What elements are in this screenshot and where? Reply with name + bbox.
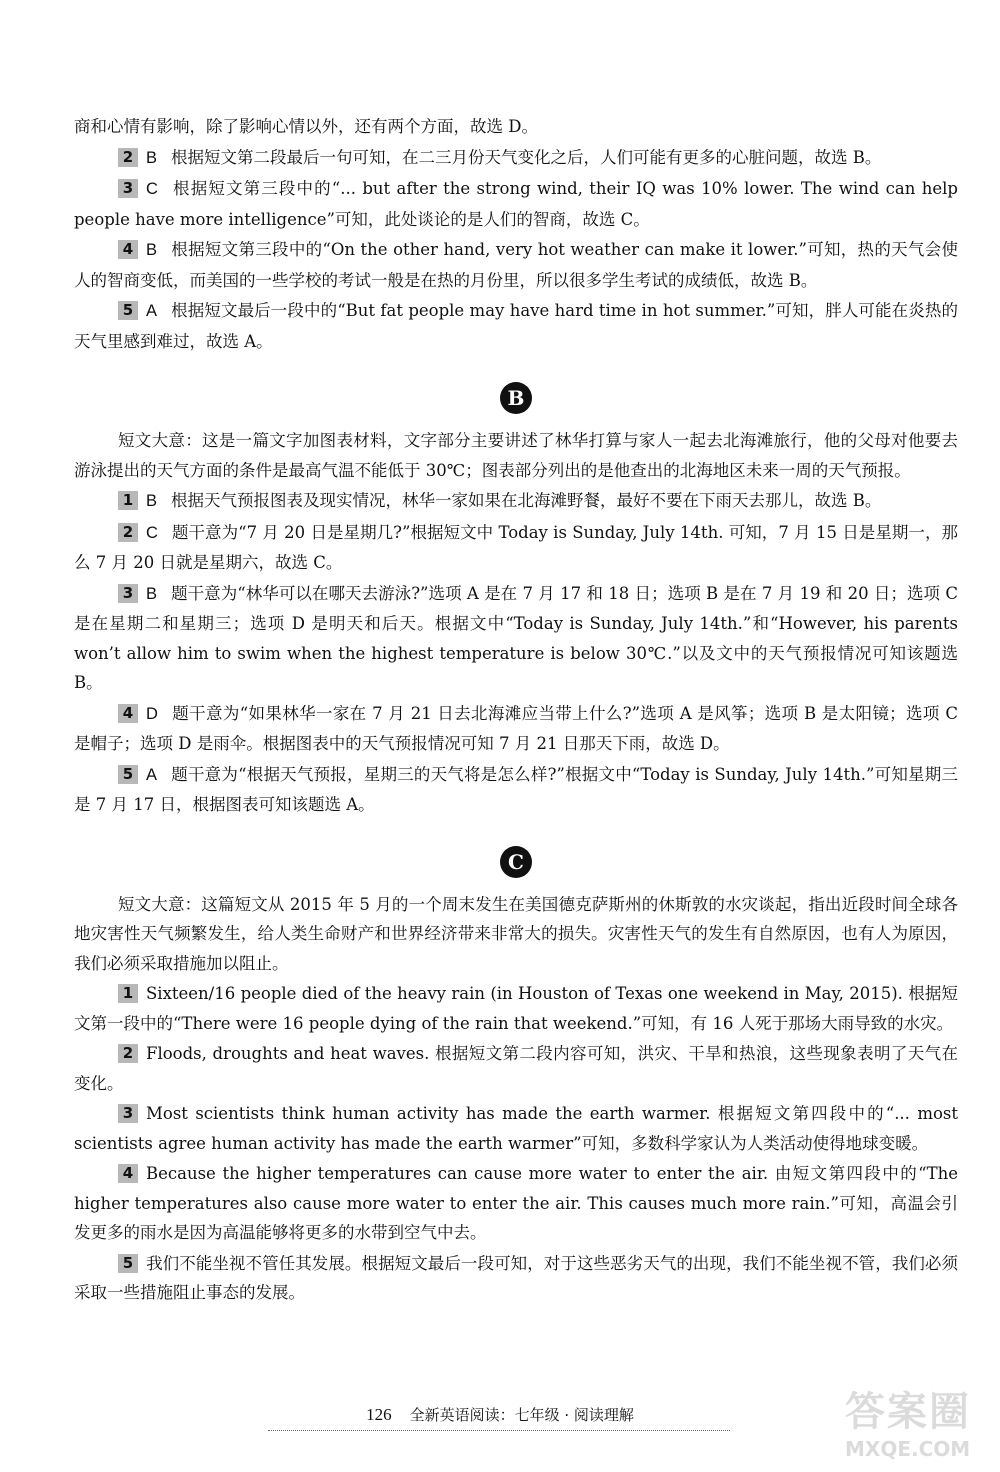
answer-item <box>74 979 958 1038</box>
question-number: 3 <box>118 1104 138 1123</box>
watermark-logo <box>845 1380 990 1470</box>
answer-item <box>74 1249 958 1308</box>
answer-explanation: 题干意为“如果林华一家在 7 月 21 日去北海滩应当带上什么?”选项 A 是风筝；选项 B 是太阳镜；选项 C 是帽子；选项 D 是雨伞。根据图表中的天气预报情况可知 7 月 21 日那天下雨，故选 D。 <box>74 703 958 753</box>
page-content <box>74 112 958 1309</box>
answer-letter: B <box>146 241 158 259</box>
section-c-header <box>74 846 958 880</box>
question-number: 3 <box>118 179 138 198</box>
question-number: 1 <box>118 984 138 1003</box>
question-number: 2 <box>118 1044 138 1063</box>
answer-explanation: Sixteen/16 people died of the heavy rain (in Houston of Texas one weekend in May, 2015). 根据短文第一段中的“There were 16 people dying of the rain that weekend.”可知，有 16 人死于那场大雨导致的水灾。 <box>74 984 958 1033</box>
watermark-line1: 答案圈 <box>845 1389 971 1435</box>
section-b-header <box>74 382 958 416</box>
answer-explanation: Because the higher temperatures can cause more water to enter the air. 由短文第四段中的“The higher temperatures also cause more water to enter the air. This causes much more rain.”可知，高温会引发更多的雨水是因为高温能够将更多的水带到空气中去。 <box>74 1164 958 1242</box>
answer-letter: D <box>146 704 158 723</box>
answer-explanation: Floods, droughts and heat waves. 根据短文第二段内容可知，洪灾、干旱和热浪，这些现象表明了天气在变化。 <box>74 1044 958 1093</box>
answer-item <box>74 235 958 295</box>
answer-explanation: Most scientists think human activity has made the earth warmer. 根据短文第四段中的“... most scientists agree human activity has made the earth warmer”可知，多数科学家认为人类活动使得地球变暖。 <box>74 1104 958 1153</box>
answer-explanation: 我们不能坐视不管任其发展。根据短文最后一段可知，对于这些恶劣天气的出现，我们不能坐视不管，我们必须采取一些措施阻止事态的发展。 <box>74 1253 958 1302</box>
answer-letter: A <box>146 302 158 320</box>
answer-letter: B <box>146 584 158 603</box>
section-b-badge: B <box>500 382 532 414</box>
footer-divider <box>268 1430 730 1431</box>
answer-explanation: 根据短文第二段最后一句可知，在二三月份天气变化之后，人们可能有更多的心脏问题，故选 B。 <box>171 147 882 167</box>
page-number: 126 <box>366 1405 392 1424</box>
answer-letter: B <box>146 148 158 167</box>
answer-explanation: 题干意为“林华可以在哪天去游泳?”选项 A 是在 7 月 17 和 18 日；选项 B 是在 7 月 19 和 20 日；选项 C 是在星期二和星期三；选项 D 是明天和后天。根据文中“Today is Sunday, July 14th.”和“However, his parents won’t allow him to swim when the highest temperature is below 30℃.”以及文中的天气预报情况可知该题选 B。 <box>74 583 958 692</box>
answer-item <box>74 518 958 578</box>
section-c-badge: C <box>500 846 532 878</box>
answer-item <box>74 1159 958 1248</box>
answer-item <box>74 579 958 698</box>
answer-letter: B <box>146 492 158 510</box>
question-number: 4 <box>118 1164 138 1183</box>
answer-item <box>74 1099 958 1158</box>
answer-item <box>74 760 958 820</box>
section-a-intro-tail: 商和心情有影响，除了影响心情以外，还有两个方面，故选 D。 <box>74 117 538 136</box>
answer-letter: C <box>146 523 158 542</box>
answer-letter: C <box>146 180 158 198</box>
question-number: 4 <box>118 240 138 259</box>
answer-explanation: 根据短文第三段中的“... but after the strong wind, their IQ was 10% lower. The wind can help people have more intelligence”可知，此处谈论的是人们的智商，故选 C。 <box>74 179 958 229</box>
answer-item <box>74 296 958 356</box>
answer-explanation: 根据天气预报图表及现实情况，林华一家如果在北海滩野餐，最好不要在下雨天去那儿，故选 B。 <box>171 491 882 510</box>
question-number: 3 <box>118 584 138 603</box>
section-c-summary: 短文大意：这篇短文从 2015 年 5 月的一个周末发生在美国德克萨斯州的休斯敦的水灾谈起，指出近段时间全球各地灾害性天气频繁发生，给人类生命财产和世界经济带来非常大的损失。灾害性天气的发生有自然原因，也有人为原因，我们必须采取措施加以阻止。 <box>74 894 958 973</box>
section-b-summary: 短文大意：这是一篇文字加图表材料，文字部分主要讲述了林华打算与家人一起去北海滩旅行，他的父母对他要去游泳提出的天气方面的条件是最高气温不能低于 30℃；图表部分列出的是他查出的北海地区未来一周的天气预报。 <box>74 431 958 480</box>
question-number: 5 <box>118 301 138 320</box>
question-number: 2 <box>118 148 138 167</box>
question-number: 4 <box>118 704 138 723</box>
answer-item <box>74 486 958 517</box>
answer-item <box>74 174 958 234</box>
answer-explanation: 题干意为“7 月 20 日是星期几?”根据短文中 Today is Sunday, July 14th. 可知，7 月 15 日是星期一，那么 7 月 20 日就是星期六，故选 C。 <box>74 522 958 572</box>
answer-explanation: 题干意为“根据天气预报，星期三的天气将是怎么样?”根据文中“Today is Sunday, July 14th.”可知星期三是 7 月 17 日，根据图表可知该题选 A。 <box>74 764 958 814</box>
answer-explanation: 根据短文第三段中的“On the other hand, very hot weather can make it lower.”可知，热的天气会使人的智商变低，而美国的一些学校的考试一般是在热的月份里，所以很多学生考试的成绩低，故选 B。 <box>74 240 958 290</box>
question-number: 5 <box>118 1254 138 1273</box>
answer-letter: A <box>146 765 158 784</box>
answer-explanation: 根据短文最后一段中的“But fat people may have hard time in hot summer.”可知，胖人可能在炎热的天气里感到难过，故选 A。 <box>74 301 958 351</box>
question-number: 1 <box>118 491 138 510</box>
question-number: 5 <box>118 765 138 784</box>
answer-item <box>74 699 958 759</box>
answer-item <box>74 143 958 174</box>
answer-item <box>74 1039 958 1098</box>
question-number: 2 <box>118 523 138 542</box>
watermark-line2: MXQE.COM <box>845 1437 971 1461</box>
book-title: 全新英语阅读：七年级 · 阅读理解 <box>409 1406 634 1424</box>
